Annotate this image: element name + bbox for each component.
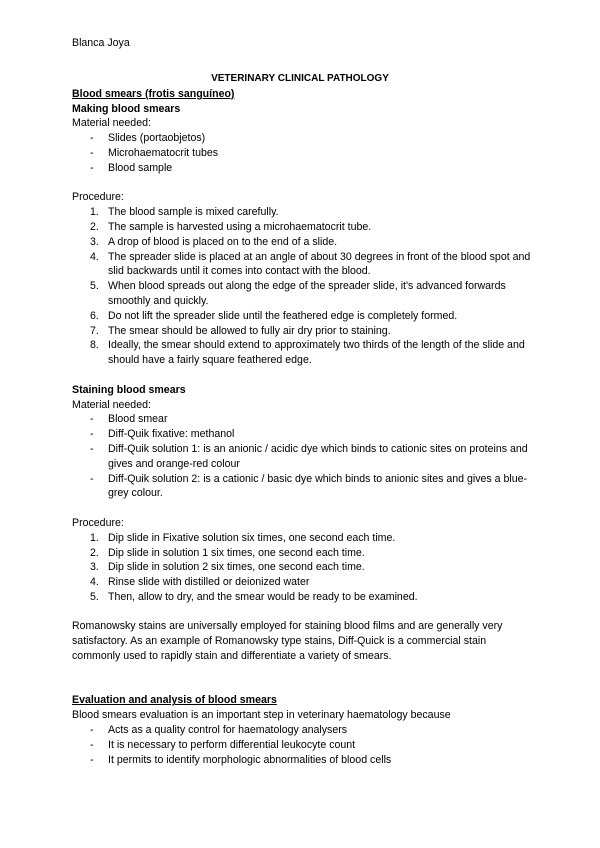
romanowsky-note: Romanowsky stains are universally employed for staining blood films and are generally very satisfactory. As an example of Romanowsky type stains, Diff-Quick is a commercial stain commonly used to rapidly stain and differentiate a variety of smears. [72, 620, 503, 663]
dash-bullet: - [90, 724, 94, 737]
list-item [72, 412, 532, 427]
list-item-text: Blood smear [108, 413, 168, 426]
list-item-text: Diff-Quik fixative: methanol [108, 428, 235, 441]
list-item [72, 338, 532, 368]
section-title-evaluation: Evaluation and analysis of blood smears [72, 694, 277, 707]
dash-bullet: - [90, 146, 94, 159]
spacer [72, 664, 532, 679]
list-number: 6. [90, 309, 99, 322]
list-item-text: Blood sample [108, 161, 173, 174]
list-item [72, 575, 532, 590]
list-item [72, 738, 532, 753]
list-item [72, 531, 532, 546]
list-item-text: It is necessary to perform differential leukocyte count [108, 738, 356, 751]
material-label: Material needed: [72, 117, 151, 130]
list-item-text: Then, allow to dry, and the smear would be ready to be examined. [108, 590, 418, 603]
spacer [72, 368, 532, 383]
list-item [72, 590, 532, 605]
dash-bullet: - [90, 161, 94, 174]
list-item-text: Dip slide in Fixative solution six times, one second each time. [108, 531, 396, 544]
section-title-blood-smears: Blood smears (frotis sanguíneo) [72, 87, 235, 100]
list-number: 5. [90, 590, 99, 603]
list-number: 4. [90, 576, 99, 589]
list-item [72, 250, 532, 280]
dash-bullet: - [90, 738, 94, 751]
list-item [72, 279, 532, 309]
list-number: 2. [90, 220, 99, 233]
list-item-text: Diff-Quik solution 1: is an anionic / acidic dye which binds to cationic sites on proteins and gives and orange-red colour [108, 442, 528, 470]
list-item [72, 205, 532, 220]
list-item-text: Microhaematocrit tubes [108, 146, 219, 159]
list-item [72, 753, 532, 768]
dash-bullet: - [90, 428, 94, 441]
list-number: 2. [90, 546, 99, 559]
procedure-label: Procedure: [72, 516, 124, 529]
list-number: 1. [90, 206, 99, 219]
list-item-text: Acts as a quality control for haematology analysers [108, 724, 348, 737]
list-item [72, 546, 532, 561]
list-item [72, 131, 532, 146]
list-item [72, 220, 532, 235]
list-item-text: Slides (portaobjetos) [108, 132, 206, 145]
making-materials-list [72, 131, 532, 175]
list-item [72, 472, 532, 502]
list-item-text: The spreader slide is placed at an angle of about 30 degrees in front of the blood spot and slid backwards until it comes into contact with the blood. [108, 250, 531, 278]
list-item [72, 235, 532, 250]
list-item-text: A drop of blood is placed on to the end of a slide. [108, 235, 338, 248]
list-number: 3. [90, 561, 99, 574]
page-header-author: Blanca Joya [72, 37, 130, 49]
list-number: 1. [90, 531, 99, 544]
procedure-label: Procedure: [72, 191, 124, 204]
list-item [72, 146, 532, 161]
dash-bullet: - [90, 413, 94, 426]
list-item-text: The blood sample is mixed carefully. [108, 206, 279, 219]
spacer [72, 679, 532, 694]
list-item-text: The smear should be allowed to fully air dry prior to staining. [108, 324, 391, 337]
list-item-text: Dip slide in solution 1 six times, one second each time. [108, 546, 365, 559]
list-number: 8. [90, 339, 99, 352]
dash-bullet: - [90, 753, 94, 766]
evaluation-list [72, 723, 532, 767]
list-item [72, 723, 532, 738]
making-procedure-list [72, 205, 532, 368]
staining-procedure-list [72, 531, 532, 605]
evaluation-intro: Blood smears evaluation is an important step in veterinary haematology because [72, 709, 451, 722]
list-item-text: It permits to identify morphologic abnormalities of blood cells [108, 753, 392, 766]
list-item [72, 427, 532, 442]
subtitle-making-blood-smears: Making blood smears [72, 102, 181, 115]
dash-bullet: - [90, 442, 94, 455]
list-item [72, 442, 532, 472]
document-title: VETERINARY CLINICAL PATHOLOGY [211, 73, 389, 84]
list-item-text: Rinse slide with distilled or deionized water [108, 576, 310, 589]
list-item [72, 161, 532, 176]
spacer [72, 501, 532, 516]
list-item [72, 309, 532, 324]
spacer [72, 605, 532, 620]
list-item-text: When blood spreads out along the edge of the spreader slide, it's advanced forwards smoothly and quickly. [108, 280, 506, 307]
list-number: 7. [90, 324, 99, 337]
list-number: 5. [90, 280, 99, 293]
list-item-text: The sample is harvested using a microhaematocrit tube. [108, 220, 372, 233]
material-label: Material needed: [72, 398, 151, 411]
staining-materials-list [72, 412, 532, 501]
list-item-text: Diff-Quik solution 2: is a cationic / basic dye which binds to anionic sites and gives a blue-grey colour. [108, 472, 528, 500]
list-item-text: Dip slide in solution 2 six times, one second each time. [108, 561, 365, 574]
document-body [72, 72, 532, 767]
subtitle-staining-blood-smears: Staining blood smears [72, 383, 186, 396]
list-item-text: Do not lift the spreader slide until the feathered edge is completely formed. [108, 309, 458, 322]
list-number: 3. [90, 235, 99, 248]
list-item [72, 560, 532, 575]
list-number: 4. [90, 250, 99, 263]
dash-bullet: - [90, 472, 94, 485]
dash-bullet: - [90, 132, 94, 145]
list-item-text: Ideally, the smear should extend to approximately two thirds of the length of the slide and should have a fairly square feathered edge. [108, 339, 525, 367]
list-item [72, 324, 532, 339]
spacer [72, 176, 532, 191]
